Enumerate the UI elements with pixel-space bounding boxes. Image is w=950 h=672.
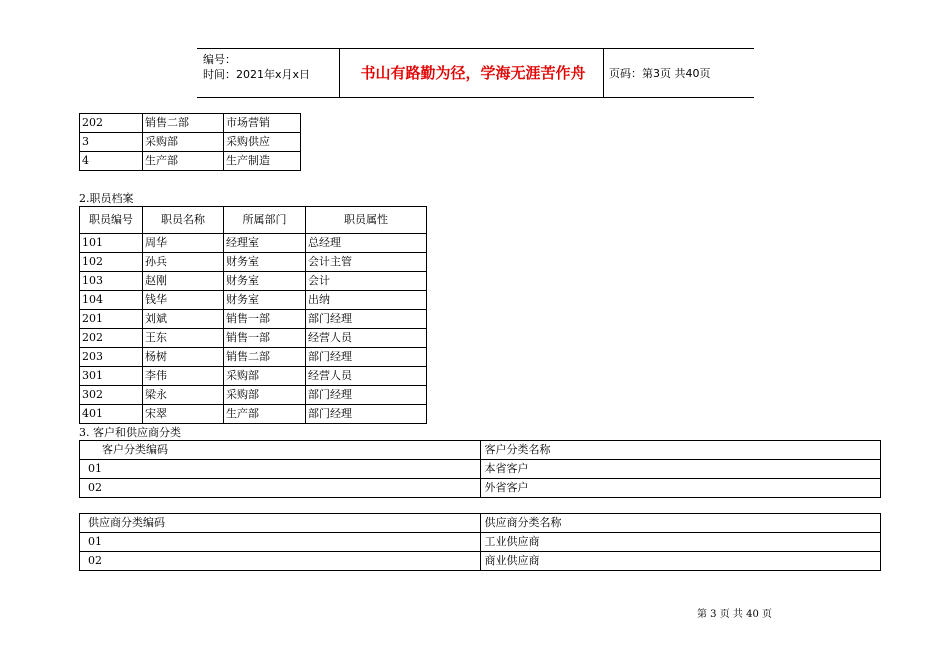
- staff-name: 周华: [143, 234, 224, 253]
- staff-dept: 采购部: [224, 386, 306, 405]
- table-row: [80, 386, 427, 405]
- staff-name: 宋翠: [143, 405, 224, 424]
- staff-table: [79, 206, 427, 424]
- table-row: [80, 272, 427, 291]
- staff-name: 王东: [143, 329, 224, 348]
- col-header: 客户分类编码: [80, 441, 481, 460]
- table-row: [80, 234, 427, 253]
- staff-dept: 销售二部: [224, 348, 306, 367]
- supplier-category-table: [79, 513, 881, 571]
- table-header-row: [80, 207, 427, 234]
- staff-dept: 财务室: [224, 291, 306, 310]
- number-label: 编号：: [203, 53, 236, 66]
- table-row: [80, 405, 427, 424]
- staff-attr: 会计主管: [306, 253, 427, 272]
- col-header: 供应商分类名称: [480, 514, 881, 533]
- dept-code: 4: [80, 152, 143, 171]
- staff-dept: 生产部: [224, 405, 306, 424]
- staff-code: 102: [80, 253, 143, 272]
- table-row: [80, 460, 881, 479]
- staff-code: 104: [80, 291, 143, 310]
- staff-attr: 部门经理: [306, 386, 427, 405]
- col-header: 所属部门: [224, 207, 306, 234]
- page-info: 页码：第3页 共40页: [609, 67, 711, 80]
- staff-attr: 部门经理: [306, 348, 427, 367]
- staff-name: 赵刚: [143, 272, 224, 291]
- staff-attr: 部门经理: [306, 405, 427, 424]
- page-header: [197, 48, 754, 98]
- staff-code: 201: [80, 310, 143, 329]
- col-header: 职员属性: [306, 207, 427, 234]
- table-row: [80, 533, 881, 552]
- dept-attr: 市场营销: [224, 114, 301, 133]
- col-header: 职员名称: [143, 207, 224, 234]
- table-row: [80, 291, 427, 310]
- motto-text: 书山有路勤为径，学海无涯苦作舟: [360, 64, 586, 82]
- staff-attr: 部门经理: [306, 310, 427, 329]
- staff-name: 梁永: [143, 386, 224, 405]
- category-name: 本省客户: [480, 460, 881, 479]
- staff-name: 杨树: [143, 348, 224, 367]
- header-divider: [339, 49, 340, 97]
- table-row: [80, 114, 301, 133]
- staff-attr: 总经理: [306, 234, 427, 253]
- time-label: 时间：2021年x月x日: [203, 68, 311, 81]
- staff-name: 孙兵: [143, 253, 224, 272]
- staff-code: 202: [80, 329, 143, 348]
- table-header-row: [80, 441, 881, 460]
- table-row: [80, 329, 427, 348]
- table-row: [80, 253, 427, 272]
- dept-code: 3: [80, 133, 143, 152]
- staff-name: 钱华: [143, 291, 224, 310]
- staff-name: 李伟: [143, 367, 224, 386]
- staff-attr: 会计: [306, 272, 427, 291]
- col-header: 供应商分类编码: [80, 514, 481, 533]
- category-code: 01: [80, 533, 481, 552]
- category-code: 01: [80, 460, 481, 479]
- table-row: [80, 367, 427, 386]
- department-table: [79, 113, 301, 171]
- staff-code: 101: [80, 234, 143, 253]
- table-row: [80, 152, 301, 171]
- category-code: 02: [80, 552, 481, 571]
- staff-attr: 经营人员: [306, 329, 427, 348]
- header-meta: [203, 52, 310, 82]
- staff-dept: 采购部: [224, 367, 306, 386]
- staff-dept: 销售一部: [224, 329, 306, 348]
- staff-code: 103: [80, 272, 143, 291]
- staff-attr: 经营人员: [306, 367, 427, 386]
- staff-dept: 销售一部: [224, 310, 306, 329]
- header-divider: [603, 49, 604, 97]
- dept-name: 采购部: [143, 133, 224, 152]
- dept-attr: 采购供应: [224, 133, 301, 152]
- page-footer: 第 3 页 共 40 页: [697, 609, 772, 620]
- table-row: [80, 133, 301, 152]
- table-row: [80, 310, 427, 329]
- staff-dept: 财务室: [224, 272, 306, 291]
- category-name: 外省客户: [480, 479, 881, 498]
- staff-code: 203: [80, 348, 143, 367]
- category-name: 商业供应商: [480, 552, 881, 571]
- category-section-title: 3. 客户和供应商分类: [79, 426, 181, 439]
- col-header: 职员编号: [80, 207, 143, 234]
- staff-name: 刘斌: [143, 310, 224, 329]
- dept-code: 202: [80, 114, 143, 133]
- dept-attr: 生产制造: [224, 152, 301, 171]
- staff-dept: 经理室: [224, 234, 306, 253]
- staff-code: 301: [80, 367, 143, 386]
- table-row: [80, 479, 881, 498]
- staff-code: 302: [80, 386, 143, 405]
- staff-section-title: 2.职员档案: [79, 192, 134, 205]
- dept-name: 销售二部: [143, 114, 224, 133]
- table-header-row: [80, 514, 881, 533]
- dept-name: 生产部: [143, 152, 224, 171]
- table-row: [80, 552, 881, 571]
- customer-category-table: [79, 440, 881, 498]
- category-name: 工业供应商: [480, 533, 881, 552]
- table-row: [80, 348, 427, 367]
- category-code: 02: [80, 479, 481, 498]
- col-header: 客户分类名称: [480, 441, 881, 460]
- staff-attr: 出纳: [306, 291, 427, 310]
- staff-dept: 财务室: [224, 253, 306, 272]
- staff-code: 401: [80, 405, 143, 424]
